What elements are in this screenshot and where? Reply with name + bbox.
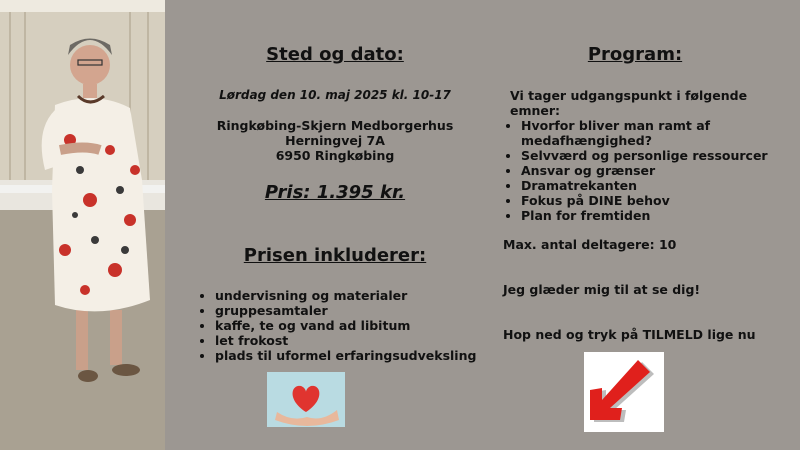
list-item: • Fokus på DINE behov xyxy=(521,193,800,208)
list-item: • undervisning og materialer xyxy=(215,288,505,303)
list-item: • Selvværd og personlige ressourcer xyxy=(521,148,800,163)
program-heading: Program: xyxy=(587,44,683,65)
list-item: • plads til uformel erfaringsudveksling xyxy=(215,348,505,363)
list-item: • Hvorfor bliver man ramt af medafhængighed? xyxy=(521,118,800,148)
heart-in-hands-icon xyxy=(267,372,345,427)
content-area xyxy=(165,0,800,450)
includes-list xyxy=(199,288,505,363)
topics-list xyxy=(505,118,800,223)
list-item: • Ansvar og grænser xyxy=(521,163,800,178)
date-line: Lørdag den 10. maj 2025 kl. 10-17 xyxy=(219,88,451,102)
list-item: • Dramatrekanten xyxy=(521,178,800,193)
closing-line: Jeg glæder mig til at se dig! xyxy=(503,282,701,297)
down-left-arrow-icon[interactable] xyxy=(584,352,664,432)
speaker-photo xyxy=(0,0,165,450)
list-item: • gruppesamtaler xyxy=(215,303,505,318)
max-participants: Max. antal deltagere: 10 xyxy=(503,237,677,252)
location-date-heading: Sted og dato: xyxy=(266,44,404,65)
program-intro: Vi tager udgangspunkt i følgende emner: xyxy=(510,88,748,118)
price: Pris: 1.395 kr. xyxy=(264,182,406,203)
includes-heading: Prisen inkluderer: xyxy=(243,245,427,266)
list-item: • kaffe, te og vand ad libitum xyxy=(215,318,505,333)
venue-city: 6950 Ringkøbing xyxy=(275,148,395,163)
venue-name: Ringkøbing-Skjern Medborgerhus xyxy=(216,118,454,133)
cta-text: Hop ned og tryk på TILMELD lige nu xyxy=(503,327,756,342)
list-item: • Plan for fremtiden xyxy=(521,208,800,223)
list-item: • let frokost xyxy=(215,333,505,348)
venue-street: Herningvej 7A xyxy=(285,133,385,148)
